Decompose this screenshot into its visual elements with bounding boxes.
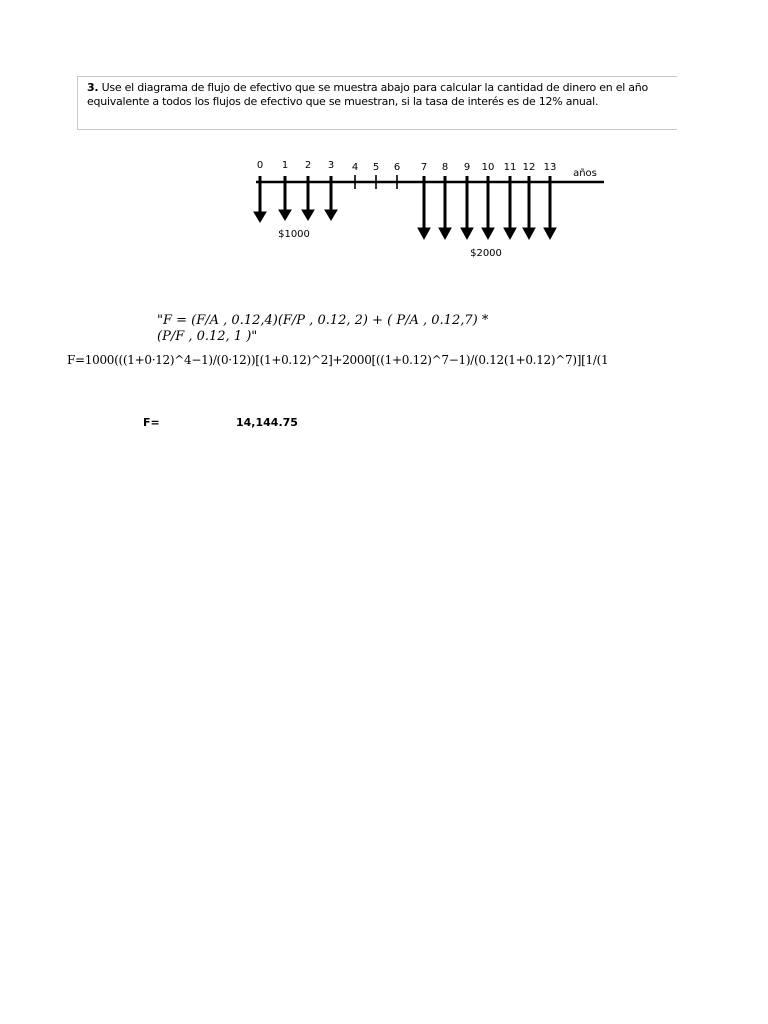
arrowhead-year-2	[302, 210, 314, 220]
year-11: 11	[503, 162, 517, 173]
arrowhead-year-8	[439, 228, 451, 239]
arrowhead-year-7	[418, 228, 430, 239]
axis-label-years: años	[573, 168, 597, 179]
year-2: 2	[304, 160, 312, 171]
year-13: 13	[543, 162, 557, 173]
year-10: 10	[481, 162, 495, 173]
year-1: 1	[281, 160, 289, 171]
year-6: 6	[393, 162, 401, 173]
formula-line-2: (P/F , 0.12, 1 )"	[157, 329, 258, 344]
problem-number: 3.	[87, 81, 99, 94]
year-8: 8	[441, 162, 449, 173]
arrowhead-year-10	[482, 228, 494, 239]
problem-text-1: Use el diagrama de flujo de efectivo que se muestra abajo para calcular la cantidad de dinero en el año	[101, 81, 648, 94]
year-3: 3	[327, 160, 335, 171]
problem-line-1	[87, 81, 677, 95]
year-5: 5	[372, 162, 380, 173]
arrowhead-year-11	[504, 228, 516, 239]
arrowhead-year-9	[461, 228, 473, 239]
year-9: 9	[463, 162, 471, 173]
label-2000: $2000	[470, 248, 502, 259]
year-12: 12	[522, 162, 536, 173]
result-label: F=	[143, 416, 160, 429]
arrowhead-year-12	[523, 228, 535, 239]
result-value: 14,144.75	[236, 416, 298, 429]
problem-statement	[77, 76, 677, 130]
arrowhead-year-1	[279, 210, 291, 220]
formula-line-1: "F = (F/A , 0.12,4)(F/P , 0.12, 2) + ( P/A , 0.12,7) *	[157, 313, 489, 328]
label-1000: $1000	[278, 229, 310, 240]
arrowhead-year-0	[254, 212, 266, 222]
year-0: 0	[256, 160, 264, 171]
arrowhead-year-13	[544, 228, 556, 239]
problem-line-2: equivalente a todos los flujos de efectivo que se muestran, si la tasa de interés es de 12% anual.	[87, 95, 599, 108]
formula-expanded: F=1000(((1+0·12)^4−1)/(0·12))[(1+0.12)^2]+2000[((1+0.12)^7−1)/(0.12(1+0.12)^7)][1/(1	[67, 353, 609, 367]
arrowhead-year-3	[325, 210, 337, 220]
cash-flow-diagram	[248, 150, 608, 265]
year-4: 4	[351, 162, 359, 173]
year-7: 7	[420, 162, 428, 173]
